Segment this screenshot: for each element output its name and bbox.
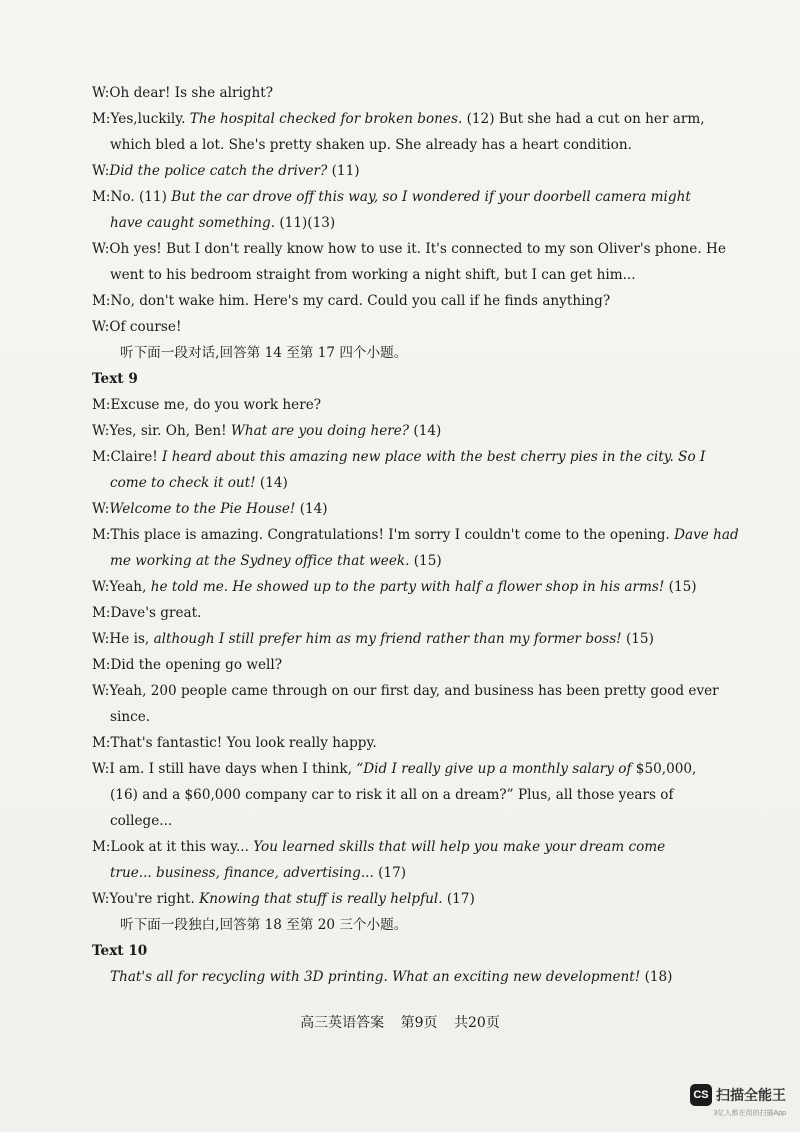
text-line [92, 756, 697, 782]
camscanner-tagline: 3亿人都在用的扫描App [713, 1110, 786, 1117]
text-segment: Text 10 [92, 943, 148, 959]
italic-segment: Knowing that stuff is really helpful. [199, 891, 443, 907]
text-segment: M:Look at it this way... [92, 839, 254, 855]
text-segment: M:Dave's great. [92, 605, 202, 621]
italic-segment: true... business, finance, advertising... [110, 865, 374, 881]
text-line [92, 418, 692, 444]
text-segment: W:I am. I still have days when I think, [92, 761, 357, 777]
text-segment: M:No. (11) [92, 189, 172, 205]
text-line [92, 808, 692, 834]
text-segment: which bled a lot. She's pretty shaken up. She already has a heart condition. [110, 137, 632, 153]
text-segment: (15) [621, 631, 654, 647]
italic-segment: have caught something. [110, 215, 276, 231]
text-line [92, 626, 692, 652]
text-line [92, 288, 692, 314]
text-line [92, 912, 692, 938]
answer-text [92, 80, 739, 990]
italic-segment: Welcome to the Pie House! [109, 501, 296, 517]
text-segment: (16) and a $60,000 company car to risk it all on a dream?” Plus, all those years of [110, 787, 674, 803]
text-segment: W:Yeah, 200 people came through on our first day, and business has been pretty good ever [92, 683, 719, 699]
text-segment: M:That's fantastic! You look really happy. [92, 735, 377, 751]
text-segment: went to his bedroom straight from working a night shift, but I can get him... [110, 267, 636, 283]
text-line [92, 470, 692, 496]
text-segment: (11) [327, 163, 360, 179]
text-line [92, 210, 692, 236]
text-segment: (17) [442, 891, 475, 907]
text-segment: M:Excuse me, do you work here? [92, 397, 322, 413]
italic-segment: But the car drove off this way, so I wondered if your doorbell camera might [171, 189, 691, 205]
italic-segment: I heard about this amazing new place with the best cherry pies in the city. So I [162, 449, 706, 465]
camscanner-watermark [690, 1084, 786, 1118]
text-segment: since. [110, 709, 151, 725]
text-line [92, 106, 705, 132]
italic-segment: You learned skills that will help you make your dream come [253, 839, 666, 855]
text-segment: $50,000, [631, 761, 697, 777]
text-segment: W:Of course! [92, 319, 182, 335]
text-segment: college... [110, 813, 173, 829]
text-segment: (14) [409, 423, 442, 439]
text-line [92, 314, 692, 340]
text-line [92, 704, 692, 730]
text-segment: W: [92, 501, 110, 517]
text-segment: 听下面一段对话,回答第 14 至第 17 四个小题。 [120, 345, 408, 361]
text-segment: (18) [640, 969, 673, 985]
text-line [92, 80, 692, 106]
footer-title: 高三英语答案 [300, 1015, 385, 1031]
italic-segment: That's all for recycling with 3D printing. What an exciting new development! [110, 969, 641, 985]
text-line [92, 444, 706, 470]
text-segment: M:Did the opening go well? [92, 657, 283, 673]
text-segment: (14) [295, 501, 328, 517]
italic-segment: come to check it out! [110, 475, 256, 491]
text-line [92, 158, 692, 184]
text-line [92, 652, 692, 678]
text-segment: W:Oh yes! But I don't really know how to use it. It's connected to my son Oliver's phone. He [92, 241, 726, 257]
italic-segment: Did the police catch the driver? [109, 163, 328, 179]
text-segment: W:He is, [92, 631, 154, 647]
text-line [92, 574, 697, 600]
text-segment: M:No, don't wake him. Here's my card. Could you call if he finds anything? [92, 293, 611, 309]
section-heading [92, 366, 692, 392]
text-line [92, 496, 692, 522]
text-segment: W:Oh dear! Is she alright? [92, 85, 273, 101]
text-segment: M:Yes,luckily. [92, 111, 190, 127]
text-line [92, 730, 692, 756]
italic-segment: Dave had [674, 527, 739, 543]
text-segment: (15) [664, 579, 697, 595]
text-line [92, 678, 719, 704]
text-line [92, 886, 692, 912]
italic-segment: What are you doing here? [230, 423, 410, 439]
text-line [92, 184, 692, 210]
text-line [92, 548, 692, 574]
camscanner-logo-icon: CS [690, 1084, 712, 1106]
text-segment: (11)(13) [275, 215, 336, 231]
text-segment: W:You're right. [92, 891, 200, 907]
camscanner-name: 扫描全能王 [716, 1087, 786, 1103]
text-line [92, 834, 692, 860]
text-segment: W:Yes, sir. Oh, Ben! [92, 423, 231, 439]
text-segment: W:Yeah, [92, 579, 151, 595]
text-segment: M:Claire! [92, 449, 163, 465]
italic-segment: me working at the Sydney office that week. [110, 553, 410, 569]
section-heading [92, 938, 692, 964]
text-line [92, 132, 692, 158]
text-segment: (12) But she had a cut on her arm, [462, 111, 705, 127]
text-line [92, 782, 692, 808]
text-line [92, 392, 692, 418]
text-segment: (15) [409, 553, 442, 569]
text-line [92, 236, 726, 262]
text-segment: (17) [373, 865, 407, 881]
text-line [92, 964, 692, 990]
text-line [92, 860, 692, 886]
text-line [92, 262, 692, 288]
italic-segment: although I still prefer him as my friend rather than my former boss! [153, 631, 622, 647]
text-segment: Text 9 [92, 371, 138, 387]
footer-page-number: 第9页 [400, 1015, 438, 1031]
text-segment: M:This place is amazing. Congratulations! I'm sorry I couldn't come to the opening. [92, 527, 675, 543]
footer-total-pages: 共20页 [454, 1015, 500, 1031]
italic-segment: he told me. He showed up to the party with half a flower shop in his arms! [150, 579, 665, 595]
text-line [92, 522, 739, 548]
italic-segment: “Did I really give up a monthly salary of [356, 761, 632, 777]
text-line [92, 600, 692, 626]
italic-segment: The hospital checked for broken bones. [189, 111, 463, 127]
text-segment: (14) [255, 475, 288, 491]
text-segment: 听下面一段独白,回答第 18 至第 20 三个小题。 [120, 917, 408, 933]
page-footer [0, 1012, 800, 1032]
text-segment: W: [92, 163, 110, 179]
text-line [92, 340, 692, 366]
